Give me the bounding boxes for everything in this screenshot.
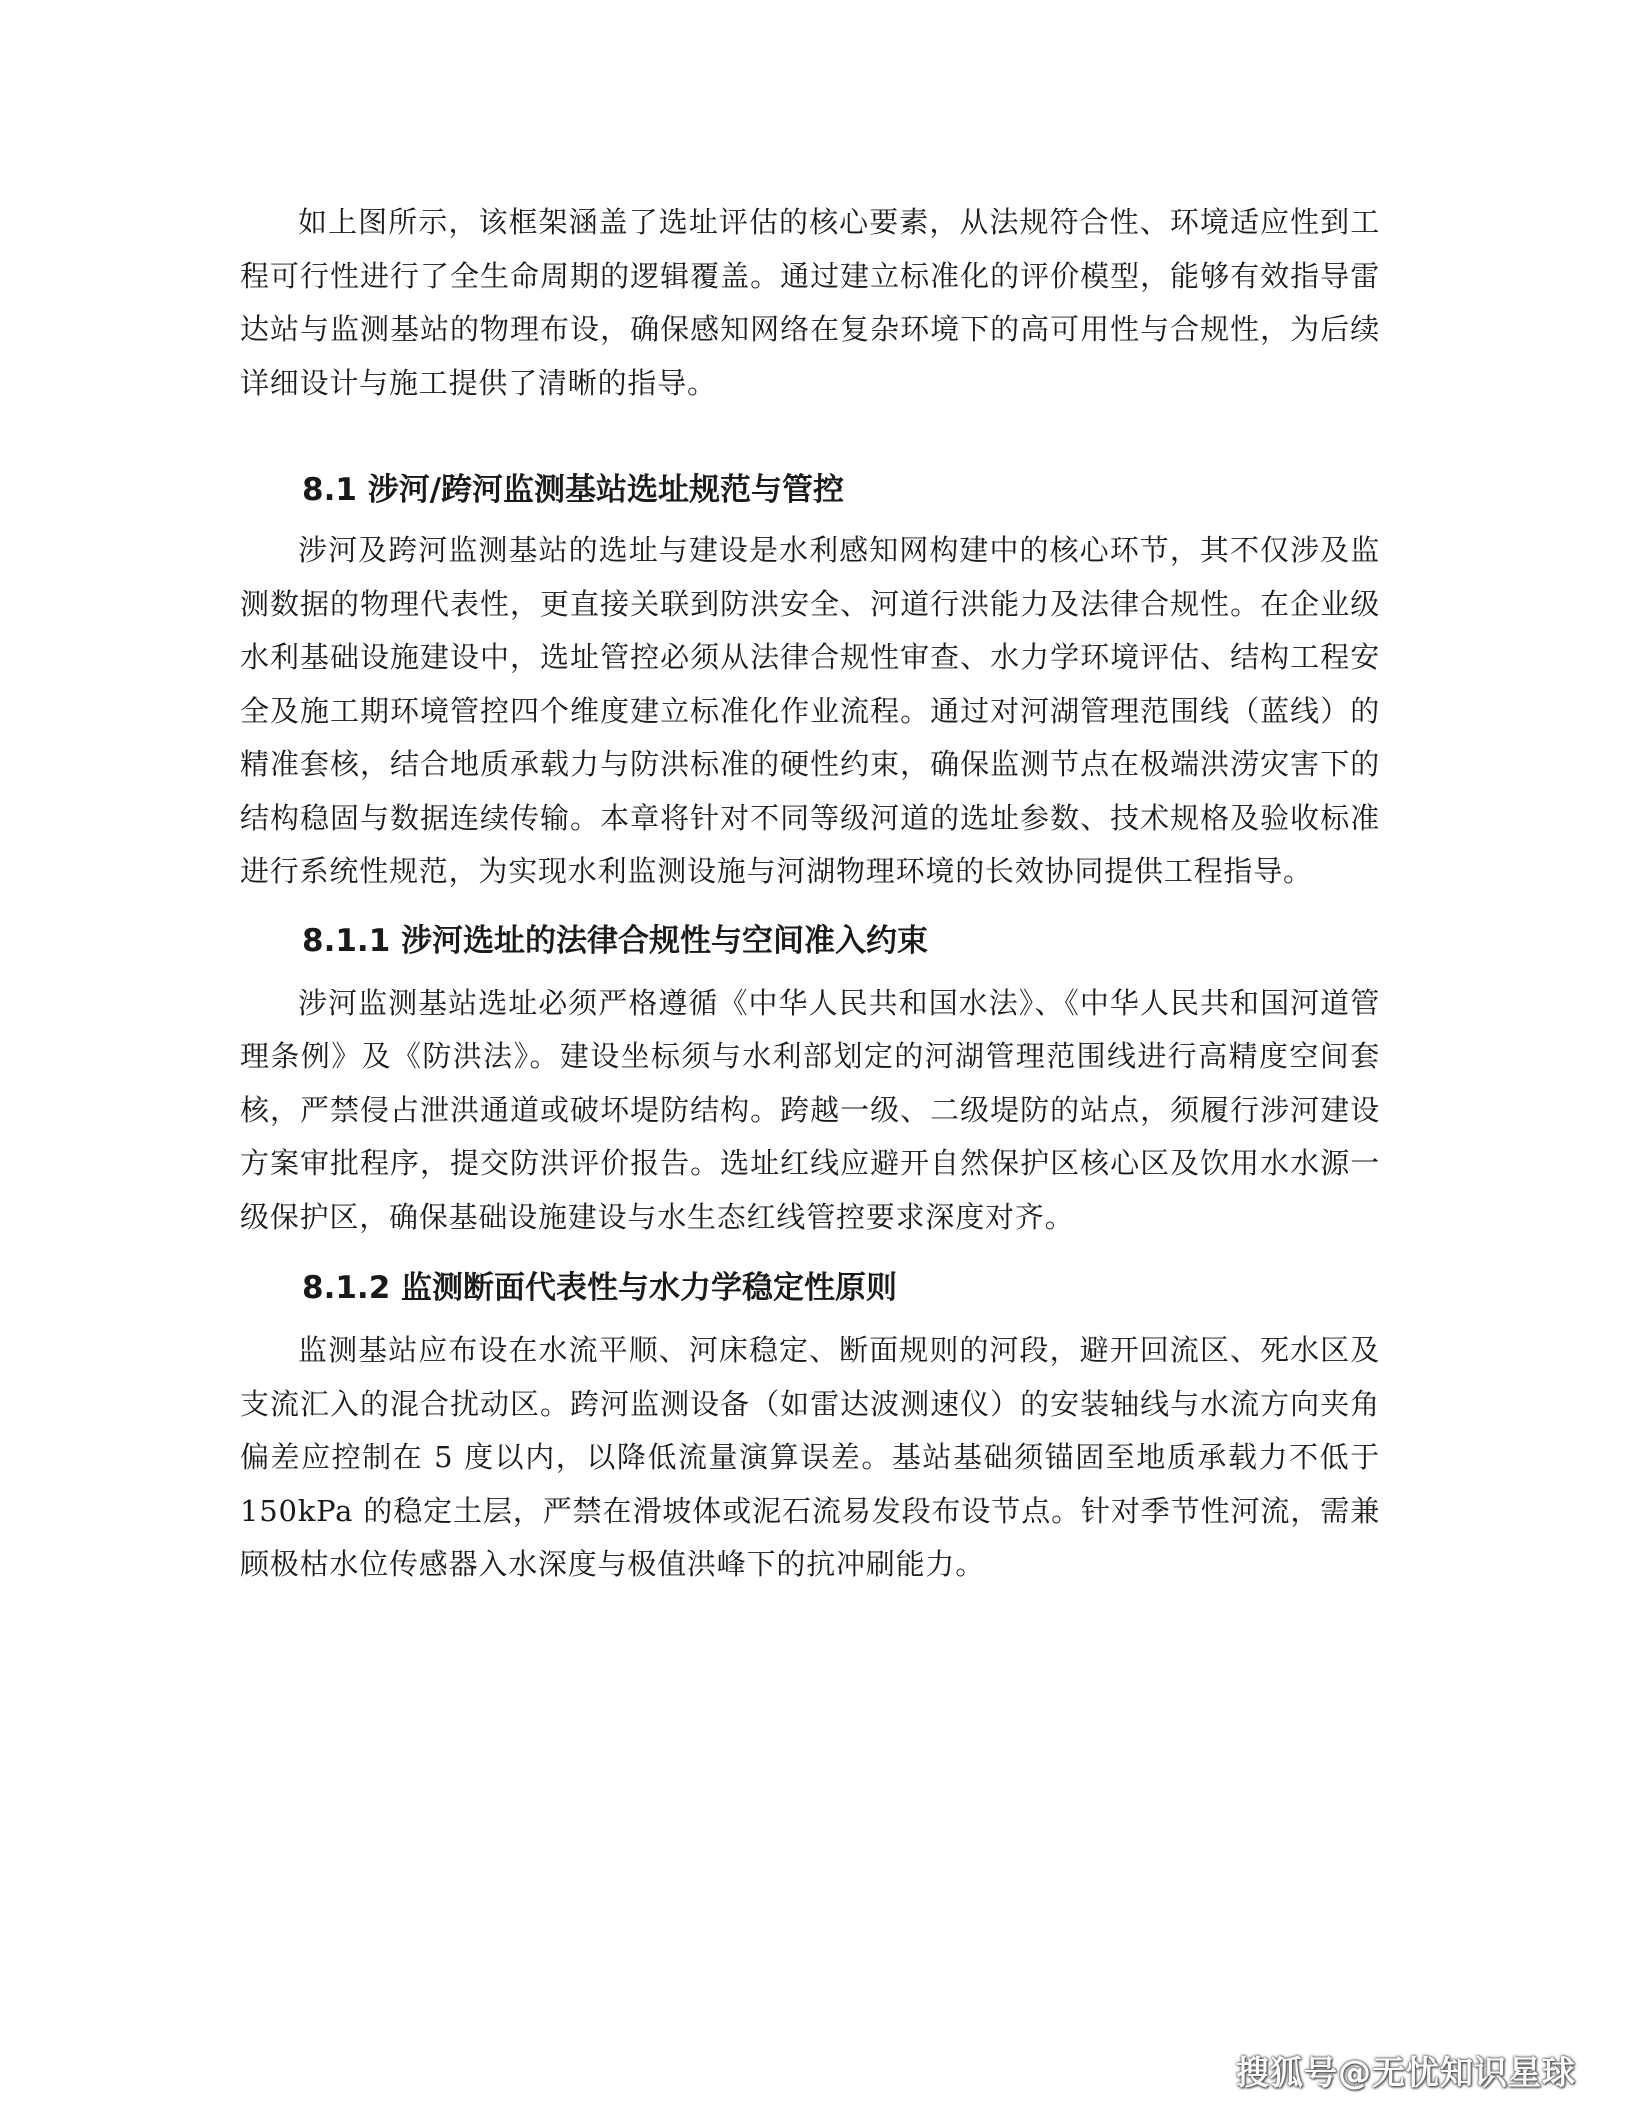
section-8-1-1-paragraph: 涉河监测基站选址必须严格遵循《中华人民共和国水法》、《中华人民共和国河道管理条例》及《防洪法》。建设坐标须与水利部划定的河湖管理范围线进行高精度空间套核，严禁侵占泄洪通道或破坏堤防结构。跨越一级、二级堤防的站点，须履行涉河建设方案审批程序，提交防洪评价报告。选址红线应避开自然保护区核心区及饮用水水源一级保护区，确保基础设施建设与水生态红线管控要求深度对齐。 — [240, 985, 1380, 1234]
page-content — [240, 196, 1380, 1592]
watermark-text: 搜狐号@无忧知识星球 — [1236, 2053, 1576, 2092]
section-heading-8-1: 8.1 涉河/跨河监测基站选址规范与管控 — [302, 472, 845, 508]
section-8-1-paragraph: 涉河及跨河监测基站的选址与建设是水利感知网构建中的核心环节，其不仅涉及监测数据的物理代表性，更直接关联到防洪安全、河道行洪能力及法律合规性。在企业级水利基础设施建设中，选址管控必须从法律合规性审查、水力学环境评估、结构工程安全及施工期环境管控四个维度建立标准化作业流程。通过对河湖管理范围线（蓝线）的精准套核，结合地质承载力与防洪标准的硬性约束，确保监测节点在极端洪涝灾害下的结构稳固与数据连续传输。本章将针对不同等级河道的选址参数、技术规格及验收标准进行系统性规范，为实现水利监测设施与河湖物理环境的长效协同提供工程指导。 — [240, 533, 1380, 888]
section-8-1-2-paragraph: 监测基站应布设在水流平顺、河床稳定、断面规则的河段，避开回流区、死水区及支流汇入的混合扰动区。跨河监测设备（如雷达波测速仪）的安装轴线与水流方向夹角偏差应控制在 5 度以内，以降低流量演算误差。基站基础须锚固至地质承载力不低于 150kPa 的稳定土层，严禁在滑坡体或泥石流易发段布设节点。针对季节性河流，需兼顾极枯水位传感器入水深度与极值洪峰下的抗冲刷能力。 — [240, 1333, 1380, 1581]
intro-paragraph: 如上图所示，该框架涵盖了选址评估的核心要素，从法规符合性、环境适应性到工程可行性进行了全生命周期的逻辑覆盖。通过建立标准化的评价模型，能够有效指导雷达站与监测基站的物理布设，确保感知网络在复杂环境下的高可用性与合规性，为后续详细设计与施工提供了清晰的指导。 — [240, 205, 1380, 400]
section-heading-8-1-1: 8.1.1 涉河选址的法律合规性与空间准入约束 — [302, 922, 929, 959]
section-heading-8-1-2: 8.1.2 监测断面代表性与水力学稳定性原则 — [302, 1270, 898, 1306]
